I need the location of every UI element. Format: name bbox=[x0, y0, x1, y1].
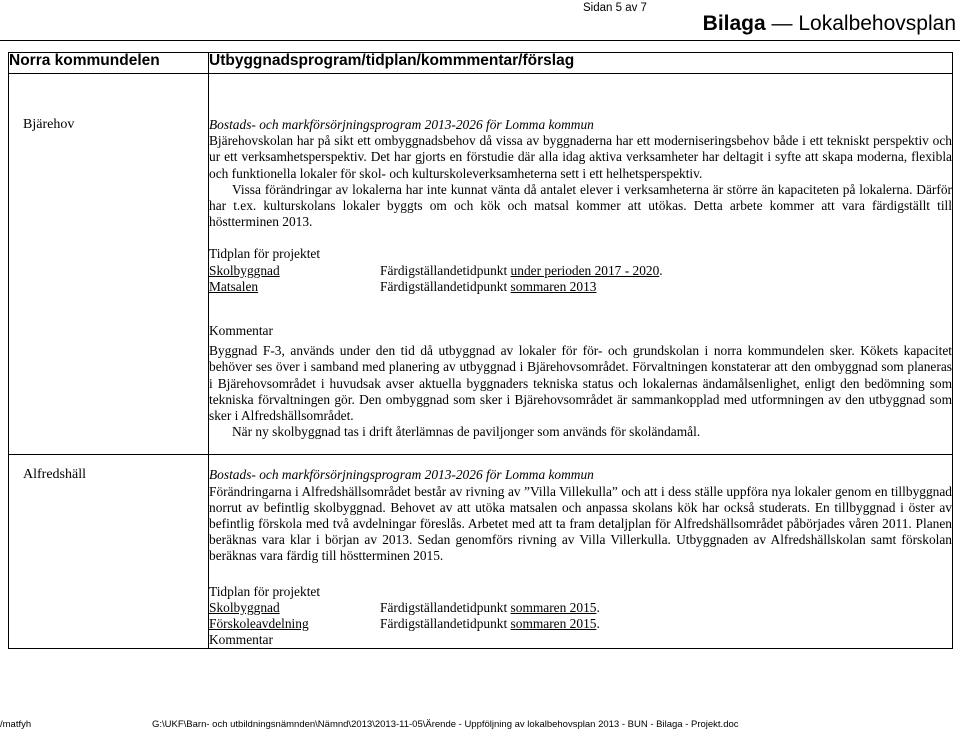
tidplan-item bbox=[209, 600, 952, 616]
paragraph: Vissa förändringar av lokalerna har inte kunnat vänta då antalet elever i verksamheterna är större än kapaciteten på lokalerna. Därför har t.ex. kulturskolans lokaler byggts om och kök och matsal kommer att utökas. Detta arbete kommer att vara färdigställt till höstterminen 2013. bbox=[209, 181, 952, 230]
paragraph: När ny skolbyggnad tas i drift återlämnas de paviljonger som används för skoländamål. bbox=[232, 424, 701, 440]
table-row bbox=[9, 455, 953, 649]
tidplan-value: Färdigställandetidpunkt under perioden 2017 - 2020. bbox=[380, 262, 663, 278]
tidplan-value: Färdigställandetidpunkt sommaren 2013 bbox=[380, 278, 597, 294]
page-number: Sidan 5 av 7 bbox=[583, 2, 647, 14]
footer-file-path: G:\UKF\Barn- och utbildningsnämnden\Nämnd\2013\2013-11-05\Ärende - Uppföljning av lokalbehovsplan 2013 - BUN - Bilaga - Projekt.doc bbox=[152, 719, 739, 730]
paragraph: Förändringarna i Alfredshällsområdet består av rivning av ”Villa Villekulla” och att i dess ställe uppföra nya lokaler genom en tillbyggnad norrut av befintlig skolbyggnad. Behovet av att utöka matsalen och anpassa skolans kök har också studerats. En tillbyggnad i öster av befintlig förskola med två avdelningar föreslås. Arbetet med att ta fram detaljplan för Alfredshällsområdet påbörjades våren 2011. Planen beräknas vara klar i början av 2013. Sedan genomförs rivning av Villa Villerkulla. Utbyggnaden av Alfredshällskolan samt förskolan beräknas vara färdig till höstterminen 2015. bbox=[209, 483, 952, 564]
title-rest: Lokalbehovsplan bbox=[798, 12, 956, 35]
tidplan-label: Förskoleavdelning bbox=[209, 616, 309, 632]
area-name: Bjärehov bbox=[23, 117, 75, 132]
tidplan-label: Matsalen bbox=[209, 278, 259, 294]
document-title bbox=[703, 11, 956, 37]
area-cell bbox=[9, 74, 209, 455]
kommentar-heading: Kommentar bbox=[209, 323, 273, 339]
paragraph: Bjärehovskolan har på sikt ett ombyggnadsbehov då vissa av byggnaderna har ett moderniseringsbehov både i ett tekniskt perspektiv och ur ett verksamhetsperspektiv. Det har gjorts en förstudie där alla idag aktiva verksamheter har deltagit i syfte att skapa moderna, flexibla och funktionella lokaler för skol- och kulturskoleverksamheterna sett i ett helhetsperspektiv. bbox=[209, 133, 952, 181]
tidplan-value: Färdigställandetidpunkt sommaren 2015. bbox=[380, 599, 600, 615]
footer-initials: /matfyh bbox=[0, 719, 32, 730]
tidplan-item bbox=[209, 616, 952, 632]
tidplan-value: Färdigställandetidpunkt sommaren 2015. bbox=[380, 616, 600, 632]
column-header-area: Norra kommundelen bbox=[9, 53, 209, 74]
tidplan-item bbox=[209, 279, 952, 295]
title-bold: Bilaga bbox=[702, 12, 766, 35]
paragraph: Byggnad F-3, används under den tid då utbyggnad av lokaler för för- och grundskolan i norra kommundelen sker. Kökets kapacitet behöver ses över i samband med planering av utbyggnad i Bjärehovsområdet. Förvaltningen konstaterar att den ombyggnad som planeras i Bjärehovsområdet i huvudsak avser aktuella byggnaders tekniska status och lokalernas ändamålsenlighet, enligt den bedömning som tekniska förvaltningen gör. Den ombyggnad som sker i Bjärehovsområdet är sammankopplad med utformningen av den utbyggnad som sker i Alfredshällsområdet. bbox=[209, 343, 952, 424]
tidplan-label: Skolbyggnad bbox=[209, 599, 280, 615]
content-cell bbox=[209, 74, 953, 455]
program-title: Bostads- och markförsörjningsprogram 2013-2026 för Lomma kommun bbox=[209, 117, 594, 132]
title-dash: — bbox=[771, 12, 793, 35]
table-row bbox=[9, 74, 953, 455]
plan-table bbox=[8, 52, 953, 649]
tidplan-heading: Tidplan för projektet bbox=[209, 583, 321, 599]
tidplan-item bbox=[209, 263, 952, 279]
area-name: Alfredshäll bbox=[23, 467, 86, 483]
tidplan-heading: Tidplan för projektet bbox=[209, 246, 321, 262]
column-header-program: Utbyggnadsprogram/tidplan/kommmentar/förslag bbox=[209, 53, 953, 74]
table-header-row bbox=[9, 53, 953, 74]
kommentar-heading: Kommentar bbox=[209, 632, 273, 648]
tidplan-label: Skolbyggnad bbox=[209, 262, 280, 278]
content-cell bbox=[209, 455, 953, 649]
header-rule bbox=[0, 40, 960, 41]
area-cell bbox=[9, 455, 209, 649]
program-title: Bostads- och markförsörjningsprogram 2013-2026 för Lomma kommun bbox=[209, 467, 594, 483]
